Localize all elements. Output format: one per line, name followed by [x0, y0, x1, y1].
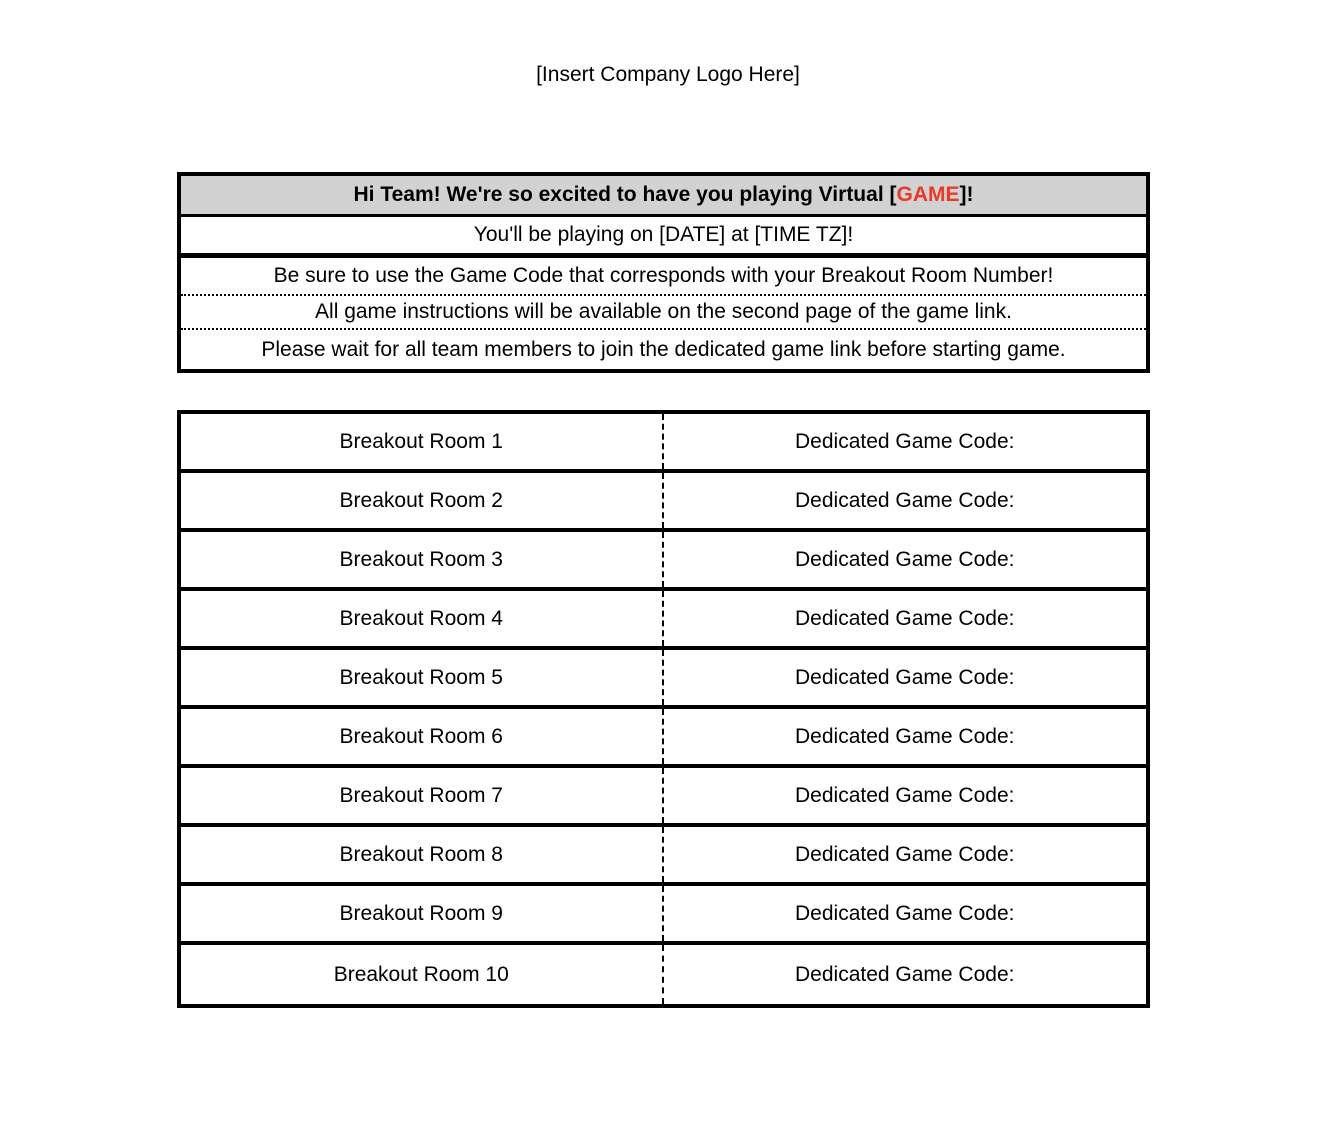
- table-row: [181, 650, 1146, 709]
- room-name-cell: Breakout Room 7: [181, 768, 664, 823]
- announcement-title-text: [354, 183, 974, 207]
- instruction-row-wait-for-members: Please wait for all team members to join the dedicated game link before starting game.: [261, 337, 1066, 361]
- table-row: [181, 709, 1146, 768]
- schedule-row: You'll be playing on [DATE] at [TIME TZ]!: [181, 217, 1146, 258]
- instruction-row-game-code: Be sure to use the Game Code that corresponds with your Breakout Room Number!: [181, 258, 1146, 296]
- instruction-row-second-page: All game instructions will be available on the second page of the game link.: [181, 296, 1146, 330]
- room-name-cell: Breakout Room 1: [181, 414, 664, 469]
- company-logo-placeholder: [Insert Company Logo Here]: [536, 63, 800, 86]
- game-code-cell: Dedicated Game Code:: [795, 488, 1015, 512]
- room-name-cell: Breakout Room 4: [181, 591, 664, 646]
- room-name-cell: Breakout Room 2: [181, 473, 664, 528]
- table-row: [181, 473, 1146, 532]
- title-prefix: Hi Team! We're so excited to have you playing Virtual [: [353, 183, 897, 206]
- room-name-cell: Breakout Room 9: [181, 886, 664, 941]
- game-code-cell: Dedicated Game Code:: [795, 606, 1015, 630]
- game-code-cell: Dedicated Game Code:: [795, 665, 1015, 689]
- announcement-title-row: [181, 176, 1146, 217]
- game-code-cell: Dedicated Game Code:: [795, 901, 1015, 925]
- game-code-cell: Dedicated Game Code:: [795, 724, 1015, 748]
- game-code-cell: Dedicated Game Code:: [795, 547, 1015, 571]
- table-row: [181, 768, 1146, 827]
- room-name-cell: Breakout Room 6: [181, 709, 664, 764]
- room-name-cell: Breakout Room 10: [181, 945, 664, 1004]
- room-name-cell: Breakout Room 5: [181, 650, 664, 705]
- table-row: [181, 414, 1146, 473]
- game-code-cell: Dedicated Game Code:: [795, 842, 1015, 866]
- game-code-cell: Dedicated Game Code:: [795, 962, 1015, 986]
- table-row: [181, 945, 1146, 1004]
- room-name-cell: Breakout Room 3: [181, 532, 664, 587]
- title-suffix: ]!: [959, 183, 974, 206]
- table-row: [181, 886, 1146, 945]
- table-row: [181, 591, 1146, 650]
- table-row: [181, 827, 1146, 886]
- game-code-cell: Dedicated Game Code:: [795, 783, 1015, 807]
- breakout-rooms-table: [177, 410, 1150, 1008]
- game-name-highlight: GAME: [896, 183, 960, 206]
- table-row: [181, 532, 1146, 591]
- room-name-cell: Breakout Room 8: [181, 827, 664, 882]
- game-code-cell: Dedicated Game Code:: [795, 429, 1015, 453]
- announcement-table: [177, 172, 1150, 373]
